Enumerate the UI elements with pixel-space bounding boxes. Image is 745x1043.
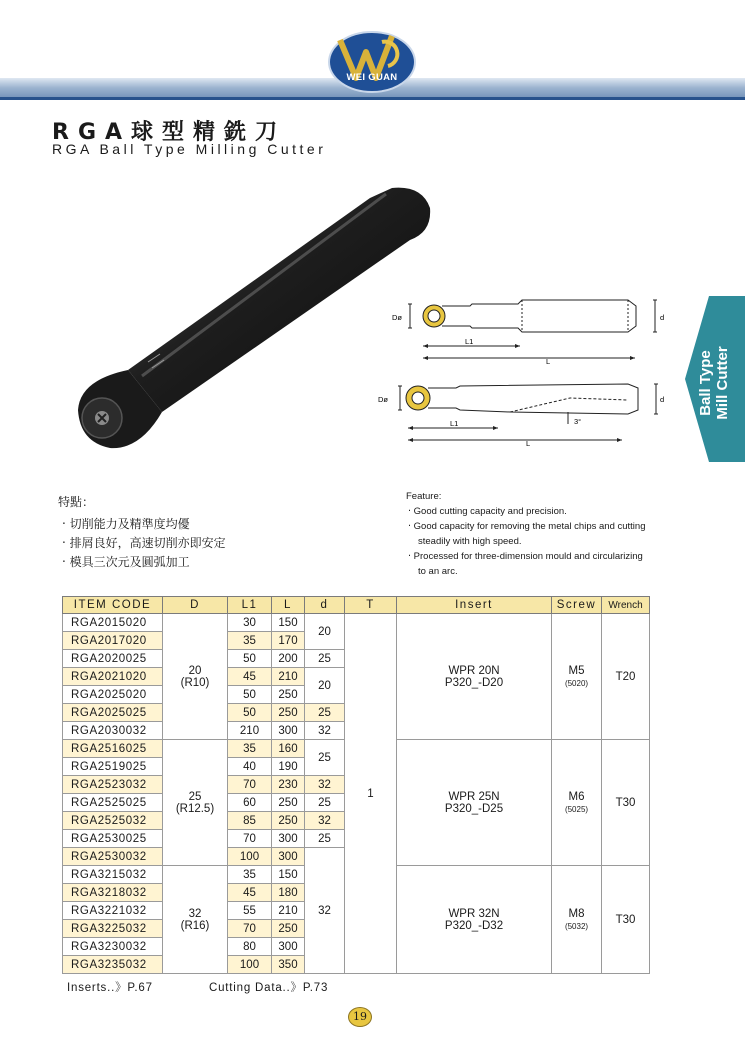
d-lower-cell: 25 bbox=[305, 740, 345, 776]
label-d-phi-top: Dø bbox=[392, 313, 402, 322]
item-code: RGA2519025 bbox=[63, 758, 163, 776]
item-code: RGA2525025 bbox=[63, 794, 163, 812]
label-angle: 3° bbox=[574, 417, 582, 426]
inserts-page-ref: Inserts..》P.67 bbox=[67, 982, 153, 994]
col-header-item-code: ITEM CODE bbox=[63, 597, 163, 614]
d-lower-cell: 25 bbox=[305, 794, 345, 812]
features-en bbox=[406, 489, 696, 579]
d-upper-radius: (R12.5) bbox=[175, 802, 215, 815]
d-upper-cell bbox=[163, 614, 228, 740]
insert-code: WPR 20N bbox=[448, 664, 500, 677]
d-lower-cell: 32 bbox=[305, 848, 345, 974]
l1-cell: 45 bbox=[228, 884, 272, 902]
features-cn-heading: 特點： bbox=[58, 495, 95, 509]
t-cell: 1 bbox=[345, 614, 397, 974]
l-cell: 250 bbox=[272, 920, 305, 938]
l1-cell: 35 bbox=[228, 740, 272, 758]
brand-name: WEI GUAN bbox=[346, 72, 398, 83]
col-header-l1: L1 bbox=[228, 597, 272, 614]
l-cell: 210 bbox=[272, 668, 305, 686]
screw-code: (5032) bbox=[564, 921, 589, 931]
l-cell: 250 bbox=[272, 794, 305, 812]
item-code: RGA2525032 bbox=[63, 812, 163, 830]
l1-cell: 60 bbox=[228, 794, 272, 812]
item-code: RGA2030032 bbox=[63, 722, 163, 740]
d-lower-cell: 32 bbox=[305, 776, 345, 794]
features-en-line: ‧ Good cutting capacity and precision. bbox=[408, 506, 567, 517]
page-number: 19 bbox=[348, 1007, 372, 1027]
item-code: RGA2516025 bbox=[63, 740, 163, 758]
col-header-t: T bbox=[345, 597, 397, 614]
label-d-bottom: d bbox=[660, 395, 665, 404]
features-cn bbox=[58, 493, 226, 572]
features-en-item bbox=[406, 519, 696, 549]
l1-cell: 85 bbox=[228, 812, 272, 830]
item-code: RGA2523032 bbox=[63, 776, 163, 794]
wrench-cell: T20 bbox=[602, 614, 650, 740]
side-tab-line2: Mill Cutter bbox=[714, 346, 731, 420]
insert-spec: P320_-D25 bbox=[444, 802, 504, 815]
d-upper-value: 32 bbox=[188, 907, 202, 920]
features-cn-item: ‧ 模具三次元及圓弧加工 bbox=[62, 555, 190, 569]
label-d-phi-bottom: Dø bbox=[378, 395, 388, 404]
page-title-cn: RGA球型精銑刀 bbox=[52, 120, 287, 145]
insert-spec: P320_-D20 bbox=[444, 676, 504, 689]
col-header-l: L bbox=[272, 597, 305, 614]
features-en-item bbox=[406, 504, 696, 519]
l-cell: 250 bbox=[272, 704, 305, 722]
table-header-row bbox=[63, 597, 650, 614]
screw-code: (5020) bbox=[564, 678, 589, 688]
d-lower-cell: 25 bbox=[305, 704, 345, 722]
l-cell: 160 bbox=[272, 740, 305, 758]
dimension-drawing bbox=[370, 294, 680, 454]
d-upper-radius: (R10) bbox=[180, 676, 210, 689]
features-cn-item: ‧ 排屑良好，高速切削亦即安定 bbox=[62, 536, 226, 550]
item-code: RGA2017020 bbox=[63, 632, 163, 650]
item-code: RGA2025020 bbox=[63, 686, 163, 704]
item-code: RGA2530025 bbox=[63, 830, 163, 848]
item-code: RGA2021020 bbox=[63, 668, 163, 686]
l-cell: 300 bbox=[272, 830, 305, 848]
item-code: RGA3221032 bbox=[63, 902, 163, 920]
l1-cell: 50 bbox=[228, 650, 272, 668]
wrench-cell: T30 bbox=[602, 866, 650, 974]
features-en-line: ‧ Processed for three-dimension mould and circularizing bbox=[408, 551, 643, 562]
features-en-line: ‧ Good capacity for removing the metal chips and cutting bbox=[408, 521, 646, 532]
side-tab-label bbox=[692, 310, 736, 450]
cutting-data-page-ref: Cutting Data..》P.73 bbox=[209, 982, 329, 994]
l-cell: 200 bbox=[272, 650, 305, 668]
l-cell: 230 bbox=[272, 776, 305, 794]
item-code: RGA3225032 bbox=[63, 920, 163, 938]
l1-cell: 100 bbox=[228, 956, 272, 974]
col-header-screw: Screw bbox=[552, 597, 602, 614]
features-en-item bbox=[406, 549, 696, 579]
l1-cell: 70 bbox=[228, 920, 272, 938]
d-upper-value: 25 bbox=[188, 790, 202, 803]
l1-cell: 55 bbox=[228, 902, 272, 920]
item-code: RGA2020025 bbox=[63, 650, 163, 668]
insert-cell bbox=[397, 614, 552, 740]
label-l-top: L bbox=[546, 357, 551, 366]
l-cell: 170 bbox=[272, 632, 305, 650]
col-header-wrench: Wrench bbox=[602, 597, 650, 614]
l-cell: 150 bbox=[272, 866, 305, 884]
d-lower-cell: 25 bbox=[305, 650, 345, 668]
l-cell: 300 bbox=[272, 722, 305, 740]
d-upper-value: 20 bbox=[188, 664, 202, 677]
l1-cell: 35 bbox=[228, 866, 272, 884]
features-en-line: to an arc. bbox=[418, 566, 458, 577]
l-cell: 350 bbox=[272, 956, 305, 974]
page-title-en: RGA Ball Type Milling Cutter bbox=[52, 141, 327, 157]
l1-cell: 100 bbox=[228, 848, 272, 866]
label-l-bottom: L bbox=[526, 439, 531, 448]
l-cell: 190 bbox=[272, 758, 305, 776]
item-code: RGA3215032 bbox=[63, 866, 163, 884]
l-cell: 180 bbox=[272, 884, 305, 902]
insert-spec: P320_-D32 bbox=[444, 919, 504, 932]
l1-cell: 50 bbox=[228, 704, 272, 722]
l1-cell: 35 bbox=[228, 632, 272, 650]
item-code: RGA3235032 bbox=[63, 956, 163, 974]
screw-cell bbox=[552, 614, 602, 740]
l-cell: 300 bbox=[272, 848, 305, 866]
l-cell: 250 bbox=[272, 812, 305, 830]
l1-cell: 210 bbox=[228, 722, 272, 740]
features-en-heading: Feature: bbox=[406, 491, 442, 502]
item-code: RGA2025025 bbox=[63, 704, 163, 722]
item-code: RGA2015020 bbox=[63, 614, 163, 632]
d-lower-cell: 20 bbox=[305, 614, 345, 650]
label-l1-top: L1 bbox=[465, 337, 474, 346]
d-upper-radius: (R16) bbox=[180, 919, 210, 932]
weiguan-logo bbox=[326, 22, 418, 94]
features-en-line: steadily with high speed. bbox=[418, 536, 522, 547]
l1-cell: 50 bbox=[228, 686, 272, 704]
insert-cell bbox=[397, 866, 552, 974]
wrench-cell: T30 bbox=[602, 740, 650, 866]
l1-cell: 45 bbox=[228, 668, 272, 686]
d-lower-cell: 25 bbox=[305, 830, 345, 848]
l1-cell: 80 bbox=[228, 938, 272, 956]
l1-cell: 70 bbox=[228, 776, 272, 794]
l1-cell: 40 bbox=[228, 758, 272, 776]
l-cell: 150 bbox=[272, 614, 305, 632]
d-lower-cell: 32 bbox=[305, 812, 345, 830]
item-code: RGA3230032 bbox=[63, 938, 163, 956]
screw-size: M5 bbox=[568, 664, 585, 677]
d-lower-cell: 20 bbox=[305, 668, 345, 704]
col-header-insert: Insert bbox=[397, 597, 552, 614]
insert-cell bbox=[397, 740, 552, 866]
insert-code: WPR 32N bbox=[448, 907, 500, 920]
col-header-d-lower: d bbox=[305, 597, 345, 614]
d-lower-cell: 32 bbox=[305, 722, 345, 740]
insert-code: WPR 25N bbox=[448, 790, 500, 803]
spec-table bbox=[62, 596, 650, 974]
label-l1-bottom: L1 bbox=[450, 419, 459, 428]
item-code: RGA2530032 bbox=[63, 848, 163, 866]
l-cell: 250 bbox=[272, 686, 305, 704]
l1-cell: 30 bbox=[228, 614, 272, 632]
l-cell: 300 bbox=[272, 938, 305, 956]
item-code: RGA3218032 bbox=[63, 884, 163, 902]
l-cell: 210 bbox=[272, 902, 305, 920]
screw-cell bbox=[552, 866, 602, 974]
l1-cell: 70 bbox=[228, 830, 272, 848]
label-d-top: d bbox=[660, 313, 665, 322]
col-header-d-upper: D bbox=[163, 597, 228, 614]
screw-code: (5025) bbox=[564, 804, 589, 814]
table-row bbox=[63, 614, 650, 632]
d-upper-cell bbox=[163, 866, 228, 974]
screw-size: M6 bbox=[568, 790, 585, 803]
screw-cell bbox=[552, 740, 602, 866]
side-tab-line1: Ball Type bbox=[697, 350, 714, 416]
d-upper-cell bbox=[163, 740, 228, 866]
screw-size: M8 bbox=[568, 907, 585, 920]
features-cn-item: ‧ 切削能力及精準度均優 bbox=[62, 517, 190, 531]
